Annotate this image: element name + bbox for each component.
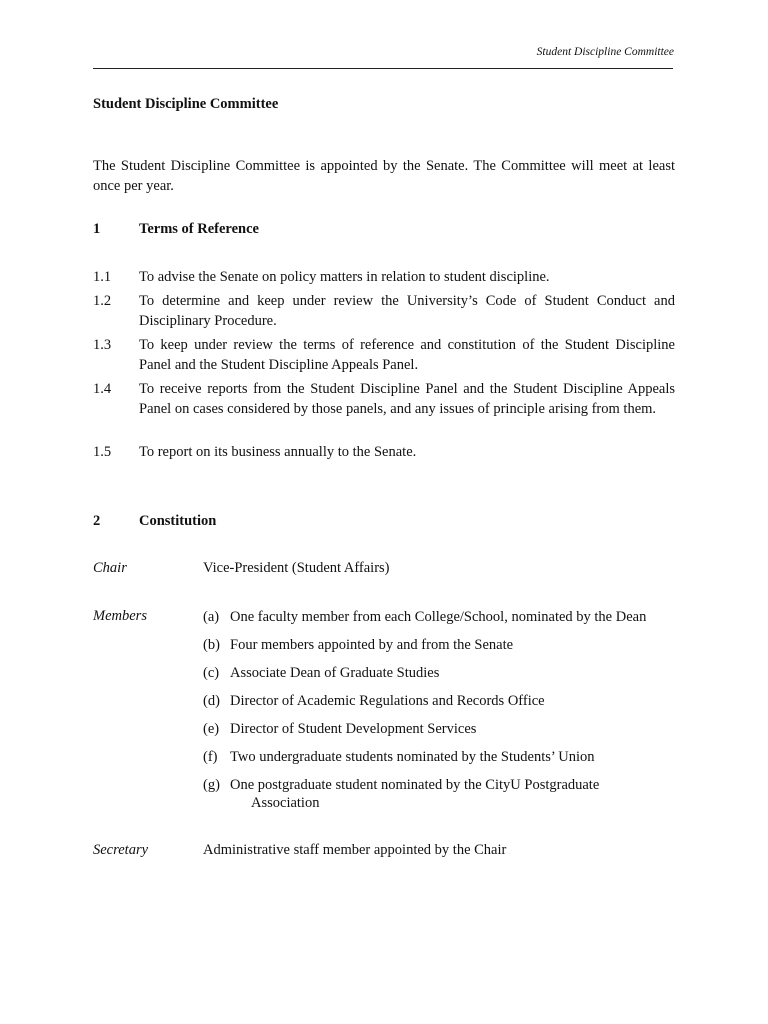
- section-1-number: 1: [93, 221, 101, 237]
- chair-value: Vice-President (Student Affairs): [203, 560, 390, 576]
- member-item: [203, 720, 683, 738]
- running-header: Student Discipline Committee: [536, 46, 674, 58]
- member-item: [203, 664, 683, 682]
- member-text: Four members appointed by and from the Senate: [230, 637, 514, 653]
- item-number: 1.5: [93, 444, 112, 460]
- member-text: Director of Student Development Services: [230, 721, 477, 737]
- member-text: One faculty member from each College/School, nominated by the Dean: [230, 609, 647, 625]
- member-text: Associate Dean of Graduate Studies: [230, 665, 440, 681]
- item-text: To determine and keep under review the University’s Code of Student Conduct and Disciplinary Procedure.: [139, 293, 675, 329]
- member-letter: (a): [203, 609, 220, 625]
- section-2-title: Constitution: [139, 513, 217, 529]
- member-text: Director of Academic Regulations and Records Office: [230, 693, 545, 709]
- member-letter: (d): [203, 693, 220, 709]
- member-item: [203, 748, 683, 766]
- member-letter: (e): [203, 721, 220, 737]
- intro-paragraph: The Student Discipline Committee is appointed by the Senate. The Committee will meet at least once per year.: [93, 158, 675, 194]
- secretary-label: Secretary: [93, 842, 149, 858]
- item-text: To receive reports from the Student Discipline Panel and the Student Discipline Appeals Panel on cases considered by those panels, and any issues of principle arising from them.: [139, 381, 675, 417]
- secretary-value: Administrative staff member appointed by the Chair: [203, 842, 507, 858]
- member-item: [203, 636, 683, 654]
- header-rule: [93, 68, 673, 69]
- item-number: 1.3: [93, 337, 112, 353]
- section-2-number: 2: [93, 513, 101, 529]
- member-letter: (c): [203, 665, 220, 681]
- item-text: To keep under review the terms of reference and constitution of the Student Discipline Panel and the Student Discipline Appeals Panel.: [139, 337, 675, 373]
- item-number: 1.1: [93, 269, 112, 285]
- item-number: 1.2: [93, 293, 112, 309]
- member-letter: (f): [203, 749, 218, 765]
- item-text: To report on its business annually to the Senate.: [139, 444, 417, 460]
- member-item: [203, 692, 683, 710]
- member-letter: (b): [203, 637, 220, 653]
- chair-label: Chair: [93, 560, 127, 576]
- member-text: One postgraduate student nominated by the CityU Postgraduate: [230, 777, 600, 793]
- member-item: [203, 608, 683, 626]
- document-title: Student Discipline Committee: [93, 96, 279, 112]
- item-number: 1.4: [93, 381, 112, 397]
- member-text: Two undergraduate students nominated by the Students’ Union: [230, 749, 595, 765]
- member-text-continuation: Association: [251, 795, 320, 811]
- section-1-title: Terms of Reference: [139, 221, 259, 237]
- members-label: Members: [93, 608, 147, 624]
- item-text: To advise the Senate on policy matters in relation to student discipline.: [139, 269, 550, 285]
- member-item: [203, 776, 683, 812]
- member-letter: (g): [203, 777, 220, 793]
